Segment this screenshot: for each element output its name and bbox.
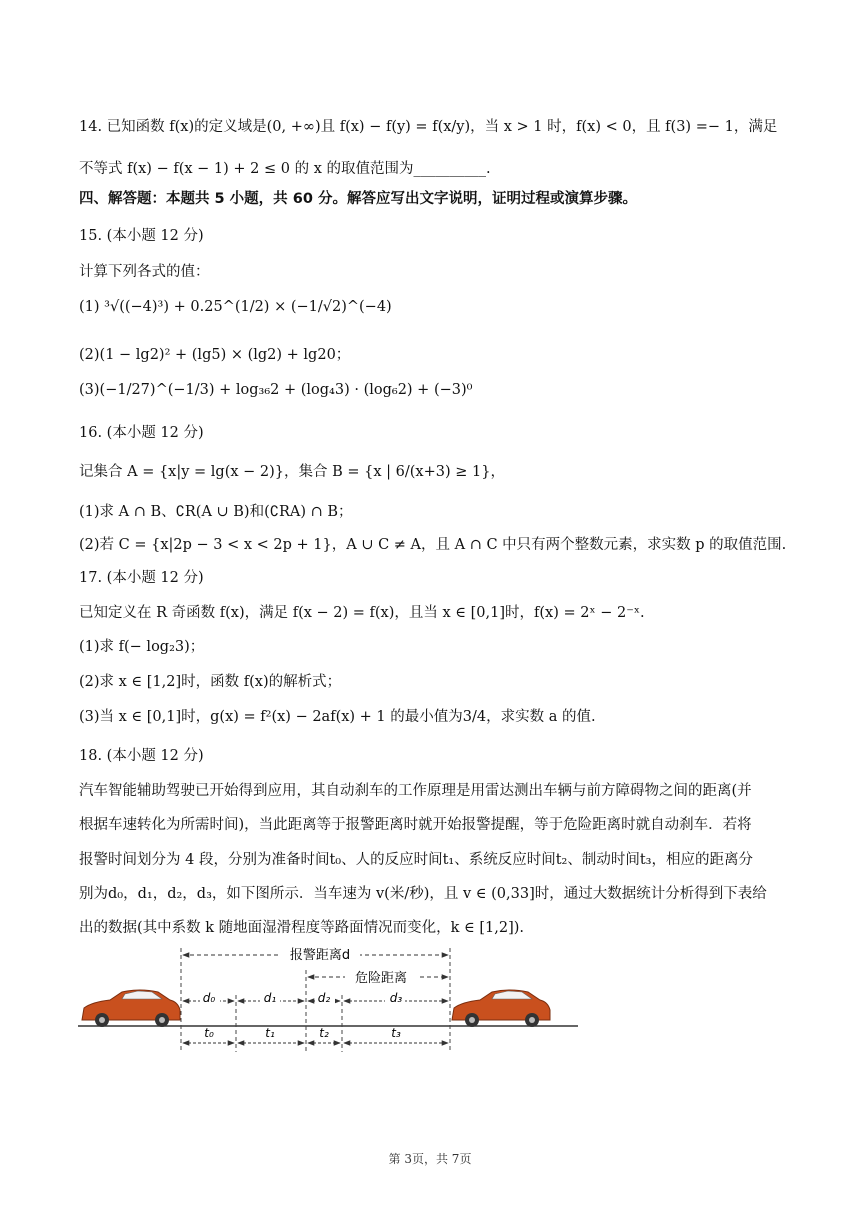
- braking-distance-figure: [70, 940, 590, 1060]
- problem-17-part-2: (2)求 x ∈ [1,2]时，函数 f(x)的解析式；: [79, 674, 342, 690]
- problem-17-part-1: (1)求 f(− log₂3)；: [79, 639, 205, 655]
- d3-label: d₃: [389, 991, 403, 1005]
- car-right: [452, 990, 550, 1027]
- problem-18-line-3: 报警时间划分为 4 段，分别为准备时间t₀、人的反应时间t₁、系统反应时间t₂、制动时间t₃，相应的距离分: [79, 852, 753, 868]
- danger-distance-label: 危险距离: [354, 971, 408, 986]
- problem-16-sets: 记集合 A = {x|y = lg(x − 2)}，集合 B = {x | 6/(x+3) ≥ 1}，: [79, 464, 505, 480]
- problem-15-title: 15. (本小题 12 分): [79, 228, 204, 244]
- t2-label: t₂: [319, 1026, 329, 1040]
- problem-18-line-5: 出的数据(其中系数 k 随地面湿滑程度等路面情况而变化，k ∈ [1,2]).: [79, 920, 525, 936]
- problem-18-title: 18. (本小题 12 分): [79, 748, 204, 764]
- problem-18-line-1: 汽车智能辅助驾驶已开始得到应用，其自动刹车的工作原理是用雷达测出车辆与前方障碍物之间的距离(并: [79, 783, 752, 799]
- car-left: [82, 990, 180, 1027]
- problem-16-part-2: (2)若 C = {x|2p − 3 < x < 2p + 1}，A ∪ C ≠ A，且 A ∩ C 中只有两个整数元素，求实数 p 的取值范围.: [79, 537, 787, 553]
- problem-15-part-2: (2)(1 − lg2)² + (lg5) × (lg2) + lg20；: [79, 347, 351, 363]
- d1-label: d₁: [263, 991, 277, 1005]
- problem-14-line-2: 不等式 f(x) − f(x − 1) + 2 ≤ 0 的 x 的取值范围为__________.: [79, 161, 491, 177]
- problem-15-intro: 计算下列各式的值：: [79, 264, 210, 280]
- t3-label: t₃: [391, 1026, 401, 1040]
- problem-15-part-3: (3)(−1/27)^(−1/3) + log₃₆2 + (log₄3) · (log₆2) + (−3)⁰: [79, 382, 473, 398]
- problem-17-title: 17. (本小题 12 分): [79, 570, 204, 586]
- problem-15-part-1: (1) ³√((−4)³) + 0.25^(1/2) × (−1/√2)^(−4): [79, 299, 392, 315]
- t0-label: t₀: [204, 1026, 214, 1040]
- problem-17-part-3: (3)当 x ∈ [0,1]时，g(x) = f²(x) − 2af(x) + 1 的最小值为3/4，求实数 a 的值.: [79, 709, 596, 725]
- problem-16-title: 16. (本小题 12 分): [79, 425, 204, 441]
- problem-18-line-2: 根据车速转化为所需时间)，当此距离等于报警距离时就开始报警提醒，等于危险距离时就自动刹车．若将: [79, 817, 752, 833]
- alarm-distance-label: 报警距离d: [289, 948, 351, 963]
- problem-16-part-1: (1)求 A ∩ B、∁R(A ∪ B)和(∁RA) ∩ B；: [79, 504, 353, 520]
- d2-label: d₂: [317, 991, 331, 1005]
- d0-label: d₀: [202, 991, 216, 1005]
- section-heading: 四、解答题：本题共 5 小题，共 60 分。解答应写出文字说明，证明过程或演算步骤。: [79, 191, 637, 207]
- page-footer: 第 3页，共 7页: [388, 1152, 472, 1166]
- problem-18-line-4: 别为d₀，d₁，d₂，d₃，如下图所示．当车速为 v(米/秒)，且 v ∈ (0,33]时，通过大数据统计分析得到下表给: [79, 886, 767, 902]
- problem-17-statement: 已知定义在 R 奇函数 f(x)，满足 f(x − 2) = f(x)，且当 x ∈ [0,1]时，f(x) = 2ˣ − 2⁻ˣ.: [79, 605, 645, 621]
- t1-label: t₁: [265, 1026, 275, 1040]
- problem-14-line-1: 14. 已知函数 f(x)的定义域是(0, +∞)且 f(x) − f(y) = f(x/y)，当 x > 1 时，f(x) < 0，且 f(3) =− 1，满足: [79, 119, 778, 135]
